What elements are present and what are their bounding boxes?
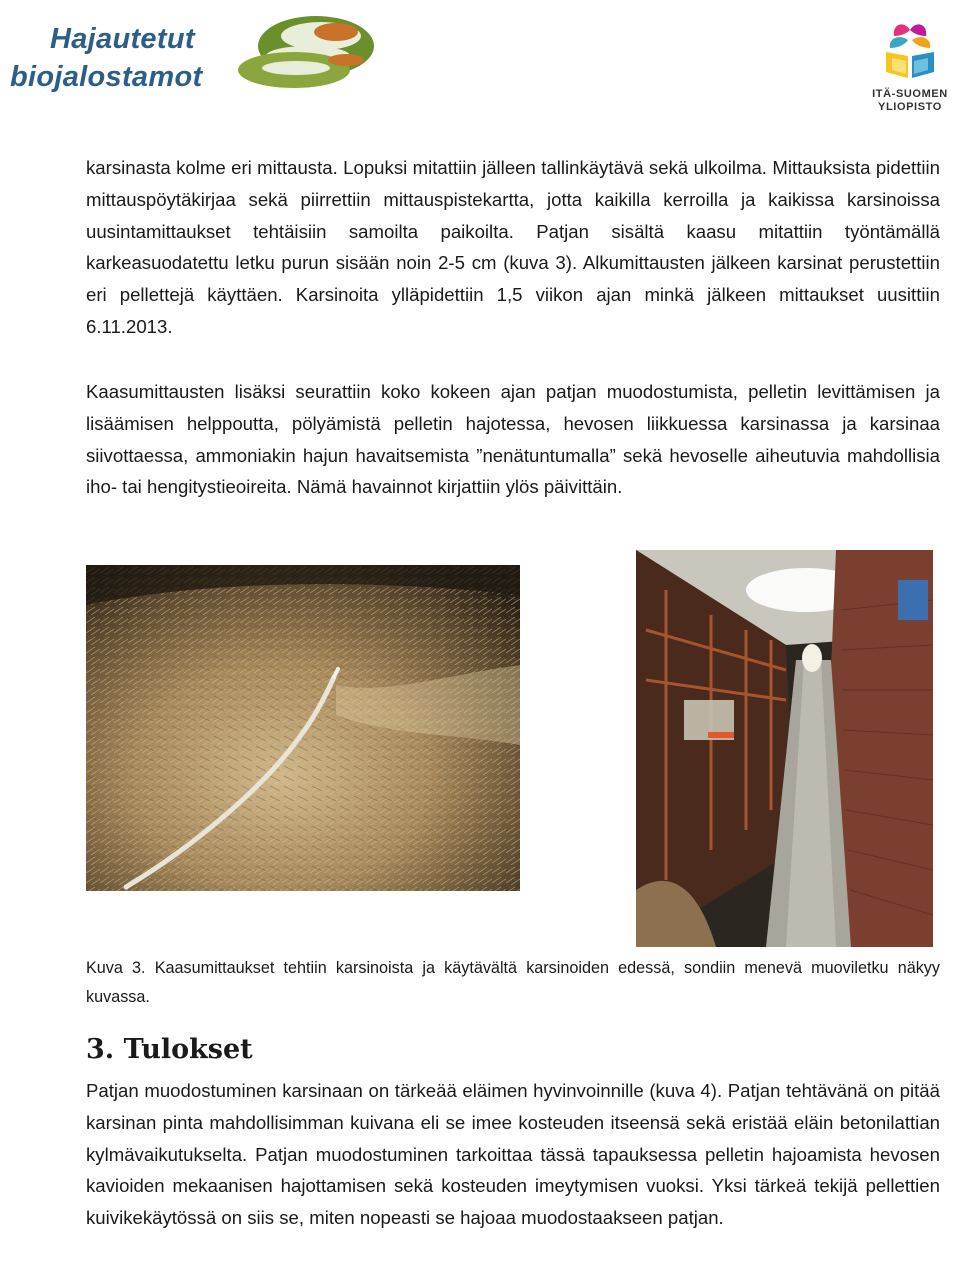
ita-suomen-yliopisto-logo [862, 18, 958, 128]
figure-caption: Kuva 3. Kaasumittaukset tehtiin karsinoista ja käytävältä karsinoiden edessä, sondiin menevä muoviletku näkyy kuvassa. [86, 959, 940, 1006]
corridor-photo [636, 550, 933, 947]
hajautetut-biojalostamot-logo [6, 10, 376, 100]
body-paragraph-2: Kaasumittausten lisäksi seurattiin koko kokeen ajan patjan muodostumista, pelletin levittämisen ja lisäämisen helppoutta, pölyämistä pelletin hajotessa, hevosen liikkuessa karsinassa ja karsinaa siivottaessa, ammoniakin hajun havaitsemista ”nenätuntumalla” sekä hevoselle aiheutuvia mahdollisia iho- tai hengitystieoireita. Nämä havainnot kirjattiin ylös päivittäin. [86, 381, 940, 498]
logo-line1: Hajautetut [50, 23, 195, 55]
section-heading: 3. Tulokset [86, 1034, 253, 1065]
university-line2: YLIOPISTO [878, 101, 942, 113]
bedding-photo [86, 565, 520, 891]
university-name [862, 88, 958, 114]
logo-leaf-shapes-icon [196, 10, 376, 100]
logo-line2: biojalostamot [10, 61, 203, 93]
university-line1: ITÄ-SUOMEN [872, 88, 948, 100]
body-paragraph-3: Patjan muodostuminen karsinaan on tärkeää eläimen hyvinvoinnille (kuva 4). Patjan tehtävänä on pitää karsinan pinta mahdollisimman kuivana eli se imee kosteuden itseensä sekä eristää eläin betonilattian kylmävaikutukselta. Patjan muodostuminen tarkoittaa tässä tapauksessa pelletin hajoamista hevosen kavioiden mekaanisen hajottamisen sekä kosteuden imeytymisen vuoksi. Yksi tärkeä tekijä pellettien kuivikekäytössä on siis se, miten nopeasti se hajoaa muodostaakseen patjan. [86, 1080, 940, 1229]
body-paragraph-1: karsinasta kolme eri mittausta. Lopuksi mitattiin jälleen tallinkäytävä sekä ulkoilma. Mittauksista pidettiin mittauspöytäkirjaa sekä piirrettiin mittauspistekartta, jotta kaikilla kerroilla ja kaikissa karsinoissa uusintamittaukset tehtäisiin samoilta paikoilta. Patjan sisältä kaasu mitattiin työntämällä karkeasuodatettu letku purun sisään noin 2-5 cm (kuva 3). Alkumittausten jälkeen karsinat perustettiin eri pellettejä käyttäen. Karsinoita ylläpidettiin 1,5 viikon ajan minkä jälkeen mittaukset uusittiin 6.11.2013. [86, 157, 940, 337]
university-book-icon [878, 18, 942, 82]
